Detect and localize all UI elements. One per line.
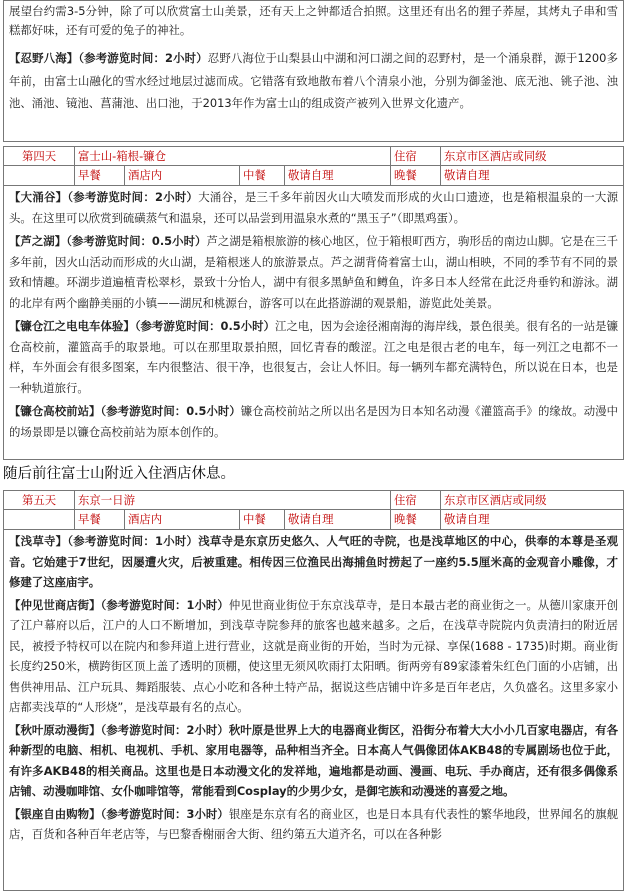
- stay-hotel: 东京市区酒店或同级: [440, 491, 623, 509]
- attraction-description: 江之电，因为会途径湘南海的海岸线，景色很美。很有名的一站是镰仓高校前，灌篮高手的取景地。可以在那里取景拍照，回忆青春的酸涩。江之电是很古老的电车，每一列江之电都不一样，车外面会有很多图案，车内很整洁、很干净，也很复古，会让人怀旧。每一辆列车都充满特色，所以说在日本，也是一种轨道旅行。: [9, 319, 618, 395]
- visit-time: （参考游览时间：0.5小时）: [134, 319, 276, 333]
- visit-time: （参考游览时间：2小时）: [67, 190, 199, 204]
- day4-header-row: [3, 146, 624, 166]
- day-label: 第四天: [22, 149, 57, 163]
- day3-attractions-block: [3, 0, 624, 142]
- attraction-description: 芦之湖是箱根旅游的核心地区，位于箱根町西方，驹形岳的南边山脚。它是在三千多年前，因火山活动而形成的火山湖，是箱根迷人的旅游景点。芦之湖背倚着富士山，湖山相映，不同的季节有不同的景致和情趣。环湖步道遍植青松翠杉，景致十分怡人，湖中有很多黑鲈鱼和鳟鱼，许多日本人经常在此泛舟垂钓和游泳。湖的北岸有两个幽静美丽的小镇——湖尻和桃源台，游客可以在此搭游湖的观景船，游览此处美景。: [9, 234, 618, 310]
- breakfast-value: 酒店内: [124, 166, 239, 185]
- attraction-title: 【忍野八海】: [9, 51, 79, 65]
- visit-time: （参考游览时间：1小时）: [67, 534, 199, 548]
- dinner-label: 晚餐: [390, 166, 440, 185]
- breakfast-label: 早餐: [74, 166, 124, 185]
- attraction-title: 【镰仓江之电电车体验】: [9, 319, 135, 333]
- attraction-ginza: [9, 804, 618, 845]
- breakfast-label: 早餐: [74, 510, 124, 529]
- meals-spacer: [4, 166, 74, 185]
- attraction-title: 【仲见世商店街】: [9, 597, 101, 612]
- attraction-owakudani: [9, 187, 618, 228]
- attraction-title: 【浅草寺】: [9, 534, 68, 548]
- dinner-value: 敬请自理: [440, 166, 623, 185]
- dinner-label: 晚餐: [390, 510, 440, 529]
- day-route: 东京一日游: [74, 491, 390, 509]
- attraction-title: 【芦之湖】: [9, 234, 67, 248]
- visit-time: （参考游览时间：2小时）: [100, 722, 229, 737]
- attraction-description: 浅草寺是东京历史悠久、人气旺的寺院，也是浅草地区的中心，供奉的本尊是圣观音。它始建于7世纪，因屡遭火灾，后被重建。相传因三位渔民出海捕鱼时捞起了一座约5.5厘米高的金观音小雕像，才修建了这座庙宇。: [9, 534, 618, 589]
- day4-hotel-note: 随后前往富士山附近入住酒店休息。: [3, 466, 235, 482]
- attraction-description: 镰仓高校前站之所以出名是因为日本知名动漫《灌篮高手》的缘故。动漫中的场景即是以镰仓高校前站为原本创作的。: [9, 404, 618, 439]
- stay-hotel: 东京市区酒店或同级: [440, 147, 623, 165]
- dinner-value: 敬请自理: [440, 510, 623, 529]
- day4-meals-row: [3, 166, 624, 186]
- attraction-sensoji: [9, 531, 618, 593]
- attraction-title: 【银座自由购物】: [9, 806, 101, 821]
- attraction-title: 【镰仓高校前站】: [9, 404, 101, 418]
- attraction-akihabara: [9, 720, 618, 802]
- intro-tail-text: 展望台约需3-5分钟，除了可以欣赏富士山美景，还有天上之钟都适合拍照。这里还有出名的狸子荞屋，其烤丸子串和雪糕都好味，还有可爱的兔子的神社。: [9, 4, 618, 37]
- lunch-label: 中餐: [239, 510, 284, 529]
- day5-attractions-block: [3, 530, 624, 891]
- day5-meals-row: [3, 510, 624, 530]
- attraction-enoden: [9, 316, 618, 398]
- attraction-description: 银座是东京有名的商业区，也是日本具有代表性的繁华地段，世界闻名的旗舰店，百货和各种百年老店等，与巴黎香榭丽舍大街、纽约第五大道齐名，可以在各种影: [9, 806, 618, 841]
- breakfast-value: 酒店内: [124, 510, 239, 529]
- visit-time: （参考游览时间：0.5小时）: [66, 234, 207, 248]
- attraction-title: 【大涌谷】: [9, 190, 68, 204]
- attraction-nakamise: [9, 595, 618, 718]
- attraction-title: 【秋叶原动漫街】: [9, 722, 101, 737]
- attraction-oshino-hakkai: [9, 47, 618, 115]
- lunch-value: 敬请自理: [284, 510, 390, 529]
- day4-attractions-block: [3, 186, 624, 460]
- attraction-description: 秋叶原是世界上大的电器商业街区，沿街分布着大大小小几百家电器店，有各种新型的电脑、相机、电视机、手机、家用电器等，品种相当齐全。日本高人气偶像团体AKB48的专属剧场也位于此，有许多AKB48的相关商品。这里也是日本动漫文化的发祥地，遍地都是动画、漫画、电玩、手办商店，还有很多偶像系店铺、动漫咖啡馆、女仆咖啡馆等，常能看到Cosplay的少男少女，是御宅族和动漫迷的喜爱之地。: [9, 722, 618, 798]
- stay-label: 住宿: [390, 491, 440, 509]
- attraction-kamakura-koko-mae: [9, 401, 618, 442]
- lunch-value: 敬请自理: [284, 166, 390, 185]
- attraction-description: 大涌谷，是三千多年前因火山大喷发而形成的火山口遗迹，也是箱根温泉的一大源头。在这里可以欣赏到硫磺蒸气和温泉，还可以品尝到用温泉水煮的“黑玉子”（即黑鸡蛋）。: [9, 190, 618, 225]
- visit-time: （参考游览时间：1小时）: [100, 597, 229, 612]
- meals-spacer: [4, 510, 74, 529]
- visit-time: （参考游览时间：2小时）: [78, 51, 208, 65]
- lunch-label: 中餐: [239, 166, 284, 185]
- attraction-ashinoko: [9, 231, 618, 313]
- visit-time: （参考游览时间：3小时）: [100, 806, 229, 821]
- day-route: 富士山-箱根-镰仓: [74, 147, 390, 165]
- day5-header-row: [3, 490, 624, 510]
- attraction-description: 仲见世商业街位于东京浅草寺，是日本最古老的商业街之一。从德川家康开创了江户幕府以后，江户的人口不断增加，到浅草寺院参拜的旅客也越来越多。之后，在浅草寺院院内负责清扫的附近居民，被授予特权可以在院内和参拜道上进行营业，这就是商业街的开始，当时为元禄、享保(1688 - 1735)时期。商业街长度约250米，横跨街区顶上盖了透明的顶棚，使这里无须风吹雨打太阳晒。街两旁有89家漆着朱红色门面的小店铺，出售供神用品、江户玩具、舞蹈服装、点心小吃和各种土特产品，据说这些店铺中许多是百年老店，久负盛名。这里多家小店都卖浅草的“人形烧”，是浅草最有名的点心。: [9, 597, 618, 714]
- visit-time: （参考游览时间：0.5小时）: [100, 404, 241, 418]
- attraction-description: 忍野八海位于山梨县山中湖和河口湖之间的忍野村，是一个涌泉群，源于1200多年前，由富士山融化的雪水经过地层过滤而成。它错落有致地散布着八个清泉小池，分别为御釜池、底无池、铫子池、浊池、涌池、镜池、菖蒲池、出口池，于2013年作为富士山的组成资产被列入世界文化遗产。: [9, 51, 618, 110]
- day-label: 第五天: [22, 493, 57, 507]
- stay-label: 住宿: [390, 147, 440, 165]
